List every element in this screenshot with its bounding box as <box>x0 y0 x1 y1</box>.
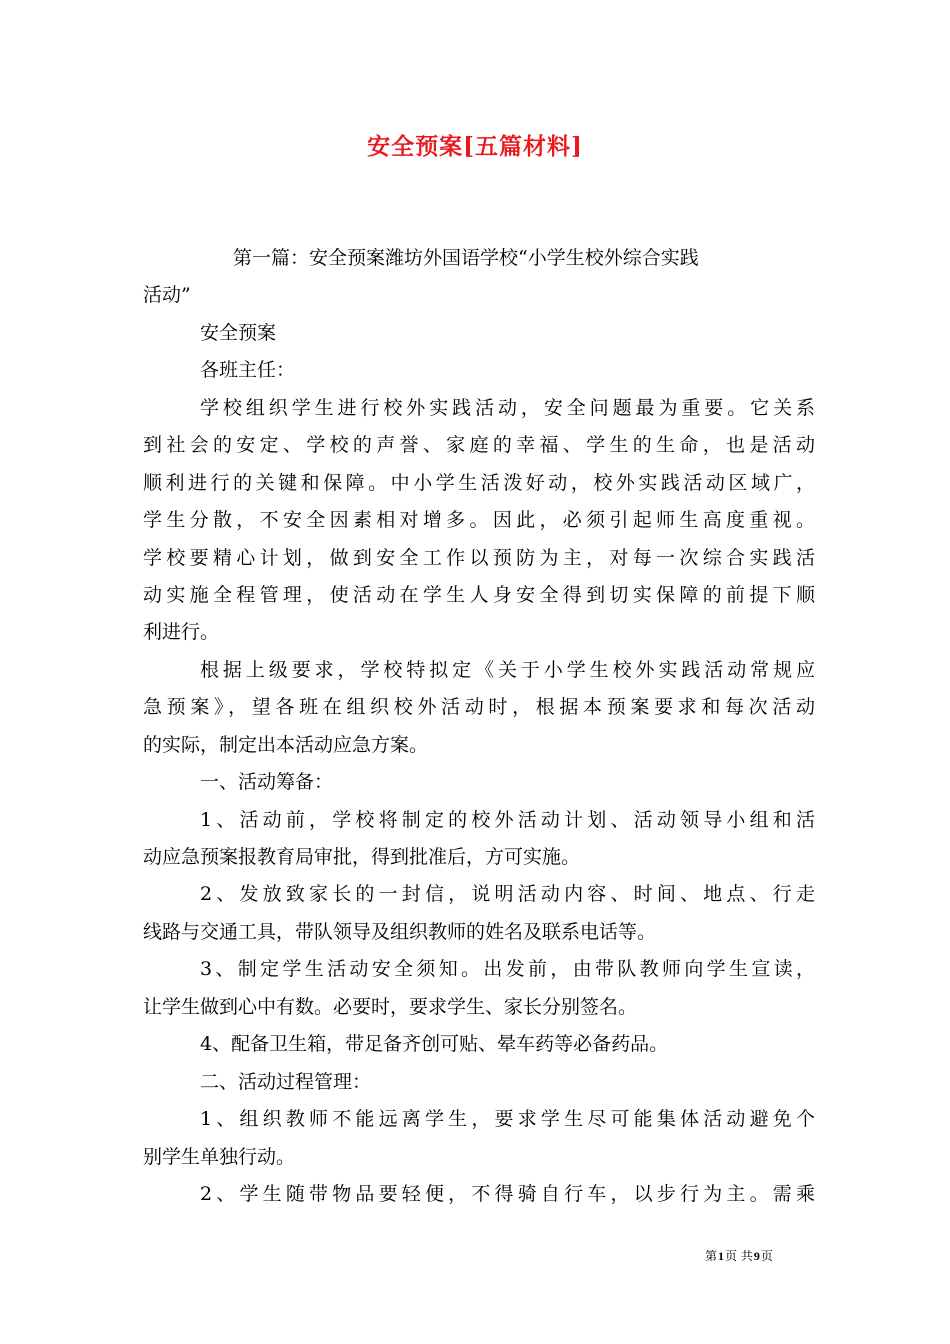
footer-prefix: 第 <box>705 1249 718 1263</box>
paragraph-line: 2、发放致家长的一封信，说明活动内容、时间、地点、行走 <box>200 883 815 906</box>
paragraph-line: 别学生单独行动。 <box>143 1145 296 1168</box>
page-footer <box>705 1248 825 1264</box>
paragraph-line: 的实际，制定出本活动应急方案。 <box>143 733 429 756</box>
page-title: 安全预案[五篇材料] <box>367 133 583 160</box>
section-heading: 一、活动筹备： <box>200 771 334 794</box>
paragraph-line: 2、学生随带物品要轻便，不得骑自行车，以步行为主。需乘 <box>200 1182 815 1205</box>
footer-suffix: 页 <box>760 1249 773 1263</box>
paragraph-line: 3、制定学生活动安全须知。出发前，由带队教师向学生宣读， <box>200 958 815 981</box>
paragraph-line: 活动” <box>143 284 191 307</box>
paragraph-line: 利进行。 <box>143 621 220 644</box>
paragraph-line: 动实施全程管理，使活动在学生人身安全得到切实保障的前提下顺 <box>143 583 815 606</box>
document-body <box>143 240 815 1213</box>
paragraph-line: 1、组织教师不能远离学生，要求学生尽可能集体活动避免个 <box>200 1108 815 1131</box>
footer-middle: 页 共 <box>725 1249 753 1263</box>
paragraph-line: 动应急预案报教育局审批，得到批准后，方可实施。 <box>143 846 581 868</box>
footer-page-number: 1 <box>718 1249 725 1263</box>
paragraph-line: 各班主任： <box>200 359 296 382</box>
paragraph-line: 学校组织学生进行校外实践活动，安全问题最为重要。它关系 <box>200 396 815 419</box>
paragraph-line: 线路与交通工具，带队领导及组织教师的姓名及联系电话等。 <box>143 920 657 943</box>
paragraph-line: 4、配备卫生箱，带足备齐创可贴、晕车药等必备药品。 <box>200 1033 669 1056</box>
paragraph-line: 安全预案 <box>200 321 277 344</box>
paragraph-line: 学校要精心计划，做到安全工作以预防为主，对每一次综合实践活 <box>143 546 815 569</box>
paragraph-line: 到社会的安定、学校的声誉、家庭的幸福、学生的生命，也是活动 <box>143 434 815 457</box>
paragraph-line: 1、活动前，学校将制定的校外活动计划、活动领导小组和活 <box>200 808 815 831</box>
section-heading: 二、活动过程管理： <box>200 1070 372 1093</box>
footer-total-pages: 9 <box>753 1249 760 1263</box>
paragraph-line: 第一篇：安全预案潍坊外国语学校“小学生校外综合实践 <box>233 247 699 269</box>
paragraph-line: 学生分散，不安全因素相对增多。因此，必须引起师生高度重视。 <box>143 509 815 532</box>
paragraph-line: 急预案》，望各班在组织校外活动时，根据本预案要求和每次活动 <box>143 696 815 719</box>
paragraph-line: 让学生做到心中有数。必要时，要求学生、家长分别签名。 <box>143 995 638 1018</box>
paragraph-line: 顺利进行的关键和保障。中小学生活泼好动，校外实践活动区域广， <box>143 471 815 494</box>
paragraph-line: 根据上级要求，学校特拟定《关于小学生校外实践活动常规应 <box>200 658 815 681</box>
